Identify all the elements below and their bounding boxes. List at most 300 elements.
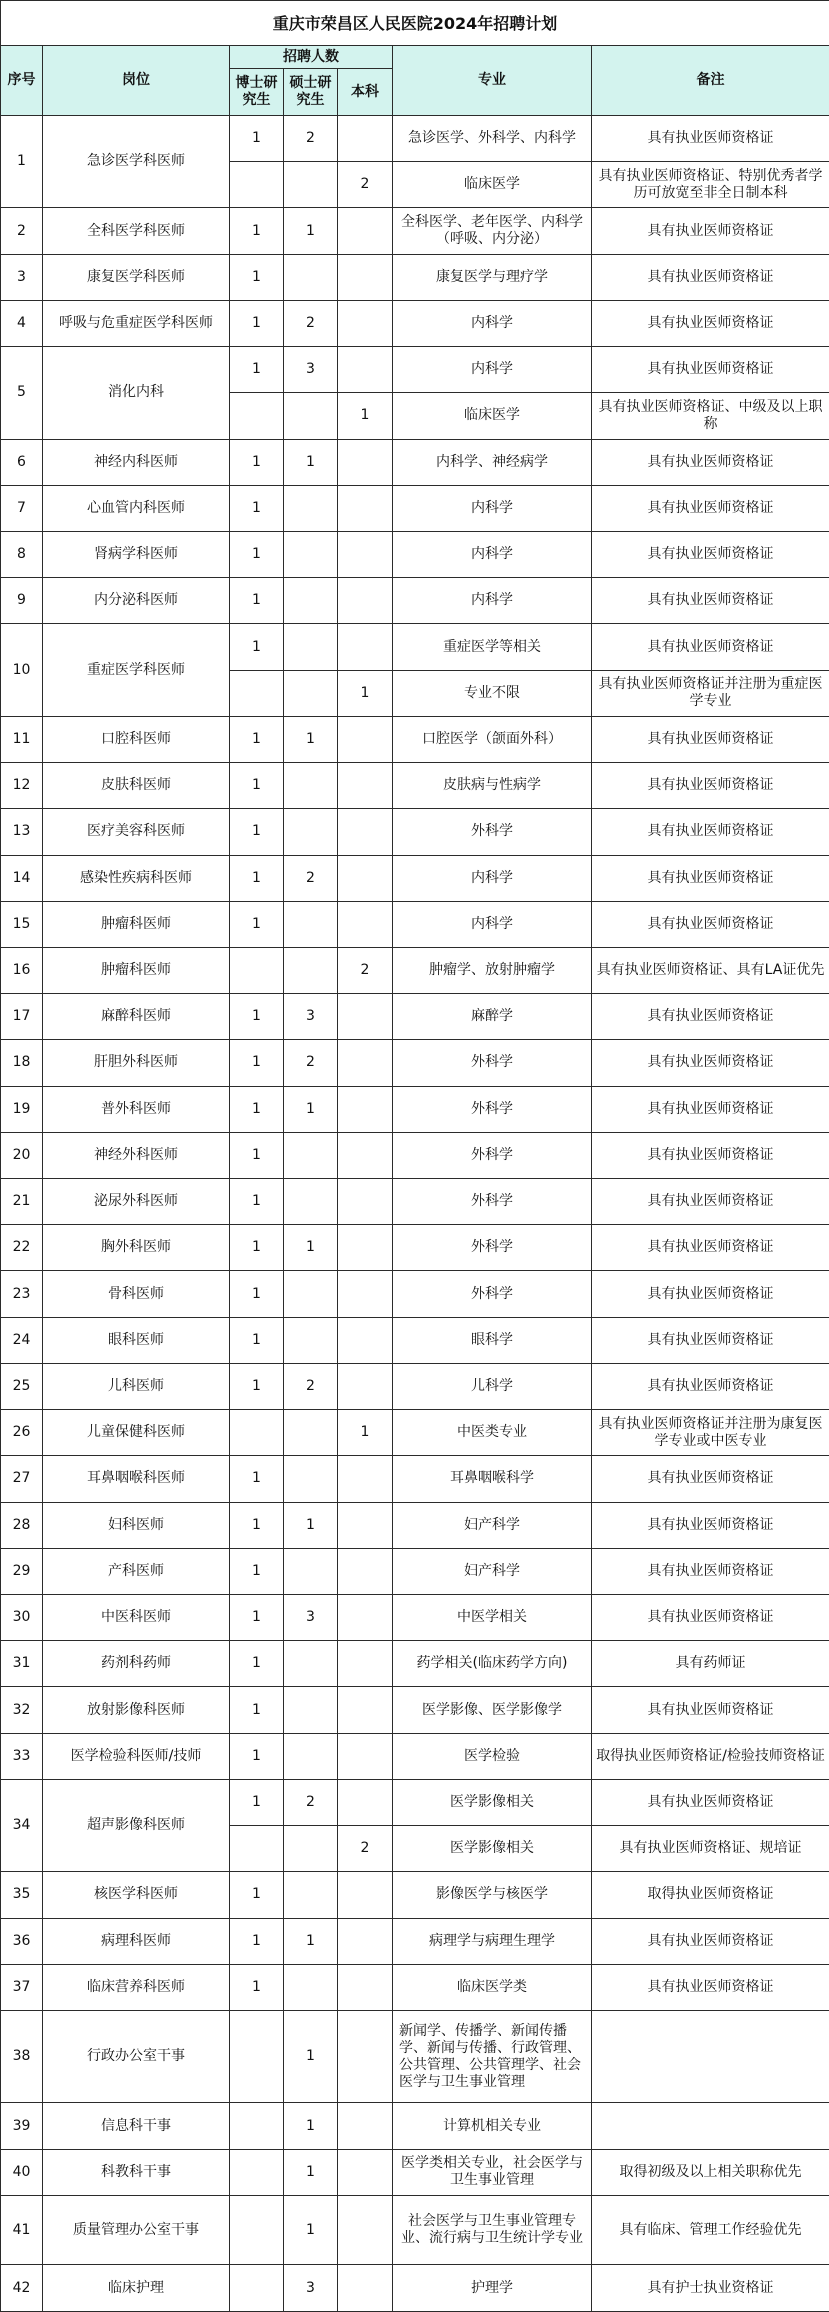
bachelor-count: 1 <box>338 393 393 439</box>
row-number: 31 <box>1 1641 43 1687</box>
table-row <box>1 1687 829 1733</box>
table-row <box>1 994 829 1040</box>
phd-count: 1 <box>230 1179 284 1225</box>
table-row <box>1 254 829 300</box>
remark-cell: 具有执业医师资格证、规培证 <box>592 1826 829 1872</box>
master-count <box>284 162 338 208</box>
remark-cell <box>592 2010 829 2102</box>
phd-count: 1 <box>230 347 284 393</box>
phd-count: 1 <box>230 1132 284 1178</box>
major-cell: 专业不限 <box>393 670 592 716</box>
bachelor-count <box>338 300 393 346</box>
major-cell: 社会医学与卫生事业管理专业、流行病与卫生统计学专业 <box>393 2195 592 2264</box>
position-cell: 神经外科医师 <box>43 1132 230 1178</box>
table-row <box>1 1964 829 2010</box>
remark-cell: 具有执业医师资格证 <box>592 1779 829 1825</box>
master-count <box>284 624 338 670</box>
row-number: 9 <box>1 578 43 624</box>
major-cell: 口腔医学（颌面外科） <box>393 716 592 762</box>
header-phd: 博士研究生 <box>230 69 284 116</box>
position-cell: 骨科医师 <box>43 1271 230 1317</box>
row-number: 13 <box>1 809 43 855</box>
major-cell: 内科学 <box>393 901 592 947</box>
bachelor-count: 1 <box>338 1410 393 1456</box>
table-row <box>1 1779 829 1825</box>
position-cell: 儿科医师 <box>43 1363 230 1409</box>
master-count: 2 <box>284 855 338 901</box>
major-cell: 临床医学 <box>393 393 592 439</box>
row-number: 37 <box>1 1964 43 2010</box>
bachelor-count <box>338 1086 393 1132</box>
master-count <box>284 393 338 439</box>
phd-count: 1 <box>230 531 284 577</box>
phd-count: 1 <box>230 1595 284 1641</box>
bachelor-count <box>338 1595 393 1641</box>
table-row <box>1 624 829 670</box>
remark-cell: 具有执业医师资格证、特别优秀者学历可放宽至非全日制本科 <box>592 162 829 208</box>
master-count <box>284 1132 338 1178</box>
remark-cell: 具有执业医师资格证 <box>592 1086 829 1132</box>
master-count <box>284 1826 338 1872</box>
row-number: 20 <box>1 1132 43 1178</box>
remark-cell: 取得执业医师资格证 <box>592 1872 829 1918</box>
position-cell: 心血管内科医师 <box>43 485 230 531</box>
position-cell: 妇科医师 <box>43 1502 230 1548</box>
table-row <box>1 208 829 254</box>
major-cell: 妇产科学 <box>393 1548 592 1594</box>
table-row <box>1 578 829 624</box>
header-bachelor: 本科 <box>338 69 393 116</box>
phd-count <box>230 947 284 993</box>
major-cell: 医学类相关专业，社会医学与卫生事业管理 <box>393 2149 592 2195</box>
phd-count: 1 <box>230 1271 284 1317</box>
table-row <box>1 1271 829 1317</box>
major-cell: 外科学 <box>393 809 592 855</box>
major-cell: 内科学 <box>393 855 592 901</box>
bachelor-count <box>338 1132 393 1178</box>
table-row <box>1 716 829 762</box>
table-body <box>1 116 829 2312</box>
major-cell: 医学检验 <box>393 1733 592 1779</box>
position-cell: 产科医师 <box>43 1548 230 1594</box>
position-cell: 医学检验科医师/技师 <box>43 1733 230 1779</box>
master-count <box>284 1271 338 1317</box>
remark-cell: 具有执业医师资格证 <box>592 1502 829 1548</box>
position-cell: 神经内科医师 <box>43 439 230 485</box>
remark-cell: 具有执业医师资格证 <box>592 1040 829 1086</box>
master-count <box>284 1964 338 2010</box>
header-row-1 <box>1 46 829 69</box>
major-cell: 康复医学与理疗学 <box>393 254 592 300</box>
master-count: 3 <box>284 1595 338 1641</box>
remark-cell: 具有执业医师资格证 <box>592 624 829 670</box>
row-number: 3 <box>1 254 43 300</box>
bachelor-count <box>338 994 393 1040</box>
row-number: 30 <box>1 1595 43 1641</box>
row-number: 7 <box>1 485 43 531</box>
bachelor-count <box>338 347 393 393</box>
header-count-group: 招聘人数 <box>230 46 393 69</box>
major-cell: 肿瘤学、放射肿瘤学 <box>393 947 592 993</box>
table-row <box>1 1363 829 1409</box>
major-cell: 医学影像、医学影像学 <box>393 1687 592 1733</box>
bachelor-count <box>338 208 393 254</box>
master-count <box>284 531 338 577</box>
phd-count <box>230 2265 284 2312</box>
phd-count <box>230 393 284 439</box>
remark-cell: 具有执业医师资格证 <box>592 578 829 624</box>
major-cell: 外科学 <box>393 1271 592 1317</box>
bachelor-count <box>338 1641 393 1687</box>
table-row <box>1 855 829 901</box>
remark-cell: 具有执业医师资格证 <box>592 1595 829 1641</box>
bachelor-count <box>338 1964 393 2010</box>
major-cell: 医学影像相关 <box>393 1826 592 1872</box>
position-cell: 胸外科医师 <box>43 1225 230 1271</box>
position-cell: 临床护理 <box>43 2265 230 2312</box>
major-cell: 麻醉学 <box>393 994 592 1040</box>
major-cell: 医学影像相关 <box>393 1779 592 1825</box>
phd-count: 1 <box>230 1918 284 1964</box>
position-cell: 康复医学科医师 <box>43 254 230 300</box>
major-cell: 耳鼻咽喉科学 <box>393 1456 592 1502</box>
bachelor-count: 2 <box>338 1826 393 1872</box>
bachelor-count <box>338 2103 393 2149</box>
phd-count <box>230 2103 284 2149</box>
master-count <box>284 901 338 947</box>
row-number: 19 <box>1 1086 43 1132</box>
table-row <box>1 439 829 485</box>
phd-count <box>230 2010 284 2102</box>
master-count: 1 <box>284 208 338 254</box>
row-number: 33 <box>1 1733 43 1779</box>
major-cell: 内科学 <box>393 485 592 531</box>
master-count: 2 <box>284 300 338 346</box>
remark-cell: 具有执业医师资格证并注册为康复医学专业或中医专业 <box>592 1410 829 1456</box>
bachelor-count <box>338 1363 393 1409</box>
phd-count <box>230 1826 284 1872</box>
position-cell: 核医学科医师 <box>43 1872 230 1918</box>
remark-cell: 具有执业医师资格证 <box>592 1271 829 1317</box>
phd-count: 1 <box>230 300 284 346</box>
table-row <box>1 1225 829 1271</box>
major-cell: 外科学 <box>393 1040 592 1086</box>
row-number: 36 <box>1 1918 43 1964</box>
phd-count: 1 <box>230 855 284 901</box>
major-cell: 计算机相关专业 <box>393 2103 592 2149</box>
master-count <box>284 1456 338 1502</box>
major-cell: 中医类专业 <box>393 1410 592 1456</box>
remark-cell <box>592 2103 829 2149</box>
phd-count: 1 <box>230 578 284 624</box>
master-count <box>284 1733 338 1779</box>
remark-cell: 具有执业医师资格证 <box>592 116 829 162</box>
header-remark: 备注 <box>592 46 829 116</box>
bachelor-count: 2 <box>338 162 393 208</box>
table-row <box>1 901 829 947</box>
remark-cell: 具有执业医师资格证 <box>592 1687 829 1733</box>
row-number: 21 <box>1 1179 43 1225</box>
remark-cell: 具有执业医师资格证 <box>592 439 829 485</box>
remark-cell: 具有护士执业资格证 <box>592 2265 829 2312</box>
major-cell: 妇产科学 <box>393 1502 592 1548</box>
row-number: 15 <box>1 901 43 947</box>
row-number: 8 <box>1 531 43 577</box>
table-row <box>1 1548 829 1594</box>
major-cell: 急诊医学、外科学、内科学 <box>393 116 592 162</box>
major-cell: 护理学 <box>393 2265 592 2312</box>
bachelor-count <box>338 716 393 762</box>
phd-count: 1 <box>230 809 284 855</box>
row-number: 6 <box>1 439 43 485</box>
remark-cell: 具有执业医师资格证 <box>592 763 829 809</box>
master-count: 3 <box>284 994 338 1040</box>
master-count <box>284 809 338 855</box>
major-cell: 内科学 <box>393 531 592 577</box>
remark-cell: 具有执业医师资格证 <box>592 208 829 254</box>
major-cell: 外科学 <box>393 1179 592 1225</box>
table-row <box>1 2265 829 2312</box>
major-cell: 药学相关(临床药学方向) <box>393 1641 592 1687</box>
master-count <box>284 1872 338 1918</box>
position-cell: 肾病学科医师 <box>43 531 230 577</box>
master-count: 1 <box>284 1502 338 1548</box>
position-cell: 超声影像科医师 <box>43 1779 230 1871</box>
phd-count: 1 <box>230 208 284 254</box>
phd-count: 1 <box>230 1641 284 1687</box>
position-cell: 肝胆外科医师 <box>43 1040 230 1086</box>
remark-cell: 具有执业医师资格证 <box>592 300 829 346</box>
bachelor-count <box>338 1872 393 1918</box>
position-cell: 肿瘤科医师 <box>43 947 230 993</box>
phd-count <box>230 2149 284 2195</box>
table-row <box>1 1595 829 1641</box>
phd-count: 1 <box>230 1872 284 1918</box>
table-row <box>1 1456 829 1502</box>
master-count <box>284 1687 338 1733</box>
master-count: 1 <box>284 2010 338 2102</box>
master-count <box>284 947 338 993</box>
remark-cell: 具有执业医师资格证 <box>592 1317 829 1363</box>
table-row <box>1 300 829 346</box>
bachelor-count <box>338 1225 393 1271</box>
bachelor-count <box>338 485 393 531</box>
phd-count: 1 <box>230 716 284 762</box>
master-count: 1 <box>284 1086 338 1132</box>
row-number: 22 <box>1 1225 43 1271</box>
row-number: 34 <box>1 1779 43 1871</box>
bachelor-count <box>338 901 393 947</box>
row-number: 38 <box>1 2010 43 2102</box>
table-row <box>1 2195 829 2264</box>
bachelor-count <box>338 1271 393 1317</box>
table-row <box>1 1179 829 1225</box>
phd-count: 1 <box>230 1733 284 1779</box>
master-count: 2 <box>284 1040 338 1086</box>
phd-count: 1 <box>230 763 284 809</box>
position-cell: 信息科干事 <box>43 2103 230 2149</box>
bachelor-count <box>338 1779 393 1825</box>
table-row <box>1 2103 829 2149</box>
table-row <box>1 1132 829 1178</box>
position-cell: 病理科医师 <box>43 1918 230 1964</box>
major-cell: 重症医学等相关 <box>393 624 592 670</box>
row-number: 28 <box>1 1502 43 1548</box>
bachelor-count <box>338 2195 393 2264</box>
phd-count <box>230 670 284 716</box>
bachelor-count <box>338 1918 393 1964</box>
master-count <box>284 1317 338 1363</box>
remark-cell: 具有执业医师资格证 <box>592 1456 829 1502</box>
major-cell: 内科学 <box>393 300 592 346</box>
position-cell: 消化内科 <box>43 347 230 439</box>
title-row <box>1 1 829 46</box>
table-row <box>1 2010 829 2102</box>
row-number: 32 <box>1 1687 43 1733</box>
position-cell: 口腔科医师 <box>43 716 230 762</box>
position-cell: 行政办公室干事 <box>43 2010 230 2102</box>
position-cell: 内分泌科医师 <box>43 578 230 624</box>
remark-cell: 具有执业医师资格证 <box>592 254 829 300</box>
master-count: 1 <box>284 439 338 485</box>
phd-count: 1 <box>230 116 284 162</box>
major-cell: 中医学相关 <box>393 1595 592 1641</box>
phd-count <box>230 162 284 208</box>
master-count: 1 <box>284 2149 338 2195</box>
phd-count: 1 <box>230 1225 284 1271</box>
master-count: 1 <box>284 2195 338 2264</box>
position-cell: 眼科医师 <box>43 1317 230 1363</box>
row-number: 5 <box>1 347 43 439</box>
major-cell: 外科学 <box>393 1225 592 1271</box>
position-cell: 泌尿外科医师 <box>43 1179 230 1225</box>
row-number: 35 <box>1 1872 43 1918</box>
master-count: 3 <box>284 347 338 393</box>
remark-cell: 具有执业医师资格证 <box>592 1225 829 1271</box>
bachelor-count: 2 <box>338 947 393 993</box>
table-row <box>1 531 829 577</box>
remark-cell: 具有执业医师资格证 <box>592 1548 829 1594</box>
position-cell: 重症医学科医师 <box>43 624 230 716</box>
master-count <box>284 1179 338 1225</box>
remark-cell: 具有执业医师资格证 <box>592 1964 829 2010</box>
master-count: 2 <box>284 1779 338 1825</box>
position-cell: 麻醉科医师 <box>43 994 230 1040</box>
row-number: 14 <box>1 855 43 901</box>
table-row <box>1 1872 829 1918</box>
position-cell: 普外科医师 <box>43 1086 230 1132</box>
header-position: 岗位 <box>43 46 230 116</box>
phd-count: 1 <box>230 994 284 1040</box>
phd-count: 1 <box>230 901 284 947</box>
phd-count: 1 <box>230 624 284 670</box>
phd-count: 1 <box>230 1363 284 1409</box>
master-count <box>284 578 338 624</box>
master-count: 1 <box>284 1225 338 1271</box>
master-count: 3 <box>284 2265 338 2312</box>
table-row <box>1 1641 829 1687</box>
position-cell: 放射影像科医师 <box>43 1687 230 1733</box>
table-row <box>1 1086 829 1132</box>
position-cell: 医疗美容科医师 <box>43 809 230 855</box>
bachelor-count <box>338 1548 393 1594</box>
phd-count: 1 <box>230 1456 284 1502</box>
master-count <box>284 670 338 716</box>
remark-cell: 具有执业医师资格证 <box>592 1363 829 1409</box>
major-cell: 眼科学 <box>393 1317 592 1363</box>
table-row <box>1 1317 829 1363</box>
bachelor-count <box>338 2265 393 2312</box>
master-count: 1 <box>284 716 338 762</box>
header-master: 硕士研究生 <box>284 69 338 116</box>
master-count: 1 <box>284 2103 338 2149</box>
table-row <box>1 116 829 162</box>
phd-count: 1 <box>230 485 284 531</box>
phd-count: 1 <box>230 1964 284 2010</box>
phd-count: 1 <box>230 1548 284 1594</box>
bachelor-count <box>338 578 393 624</box>
bachelor-count <box>338 855 393 901</box>
bachelor-count <box>338 116 393 162</box>
table-row <box>1 1733 829 1779</box>
remark-cell: 具有执业医师资格证 <box>592 809 829 855</box>
master-count: 2 <box>284 116 338 162</box>
phd-count: 1 <box>230 1687 284 1733</box>
master-count: 2 <box>284 1363 338 1409</box>
remark-cell: 具有执业医师资格证、中级及以上职称 <box>592 393 829 439</box>
position-cell: 肿瘤科医师 <box>43 901 230 947</box>
table-row <box>1 1040 829 1086</box>
position-cell: 中医科医师 <box>43 1595 230 1641</box>
remark-cell: 具有执业医师资格证 <box>592 485 829 531</box>
bachelor-count <box>338 1179 393 1225</box>
bachelor-count <box>338 1040 393 1086</box>
position-cell: 质量管理办公室干事 <box>43 2195 230 2264</box>
row-number: 23 <box>1 1271 43 1317</box>
bachelor-count <box>338 531 393 577</box>
major-cell: 外科学 <box>393 1132 592 1178</box>
major-cell: 临床医学 <box>393 162 592 208</box>
row-number: 1 <box>1 116 43 208</box>
row-number: 41 <box>1 2195 43 2264</box>
position-cell: 急诊医学科医师 <box>43 116 230 208</box>
major-cell: 内科学、神经病学 <box>393 439 592 485</box>
major-cell: 临床医学类 <box>393 1964 592 2010</box>
major-cell: 影像医学与核医学 <box>393 1872 592 1918</box>
row-number: 27 <box>1 1456 43 1502</box>
major-cell: 内科学 <box>393 578 592 624</box>
master-count: 1 <box>284 1918 338 1964</box>
bachelor-count <box>338 2010 393 2102</box>
phd-count: 1 <box>230 1040 284 1086</box>
major-cell: 病理学与病理生理学 <box>393 1918 592 1964</box>
position-cell: 临床营养科医师 <box>43 1964 230 2010</box>
phd-count: 1 <box>230 439 284 485</box>
row-number: 2 <box>1 208 43 254</box>
remark-cell: 具有执业医师资格证 <box>592 994 829 1040</box>
bachelor-count <box>338 1456 393 1502</box>
table-row <box>1 809 829 855</box>
master-count <box>284 485 338 531</box>
header-no: 序号 <box>1 46 43 116</box>
remark-cell: 取得初级及以上相关职称优先 <box>592 2149 829 2195</box>
row-number: 12 <box>1 763 43 809</box>
remark-cell: 具有执业医师资格证 <box>592 716 829 762</box>
row-number: 40 <box>1 2149 43 2195</box>
remark-cell: 具有执业医师资格证并注册为重症医学专业 <box>592 670 829 716</box>
table-title: 重庆市荣昌区人民医院2024年招聘计划 <box>1 1 829 46</box>
table-row <box>1 347 829 393</box>
